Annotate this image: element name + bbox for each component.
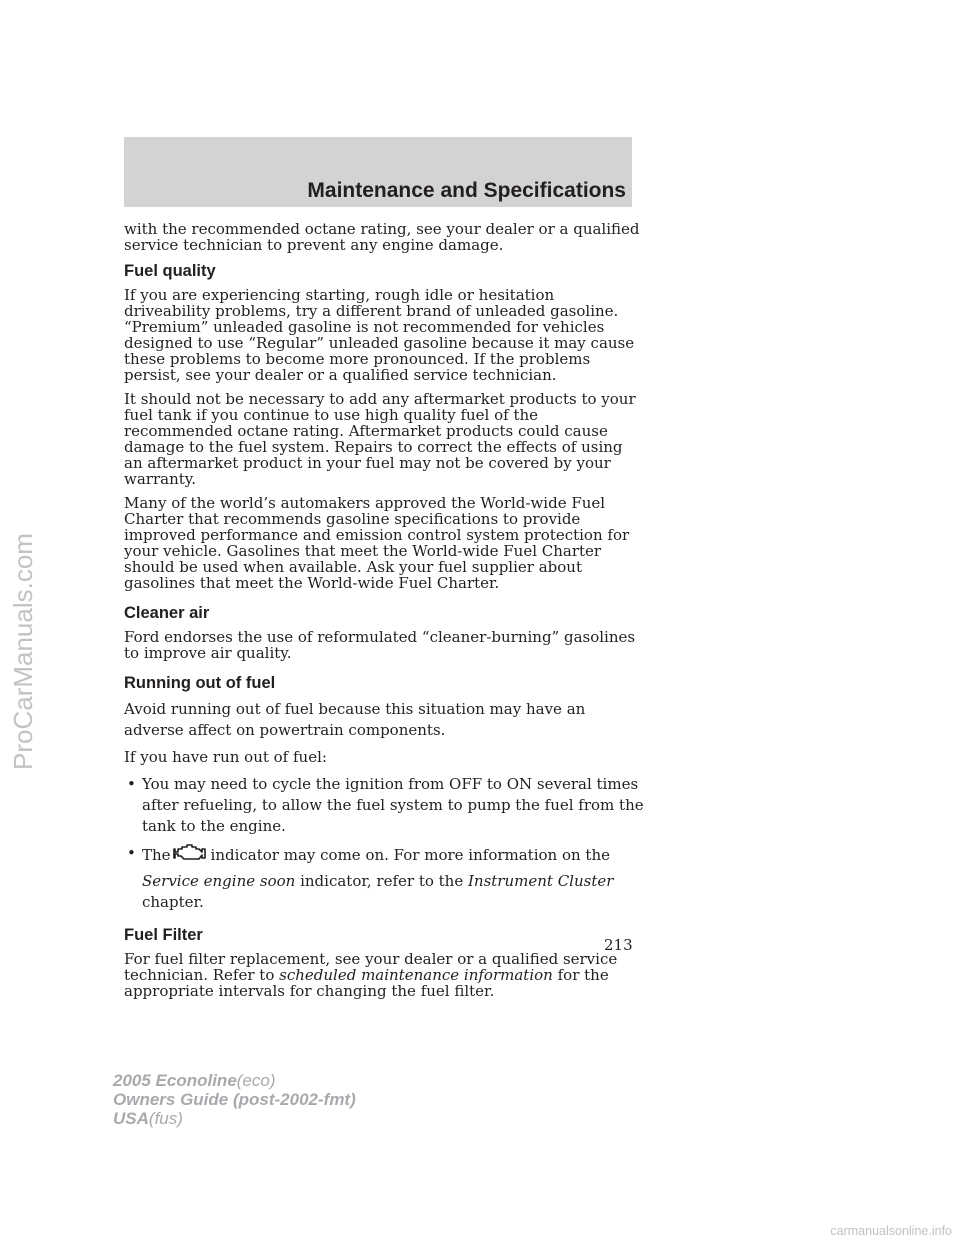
page-content xyxy=(124,221,644,1007)
list-item xyxy=(124,774,644,837)
bullet-text-part: indicator may come on. For more information on the xyxy=(210,846,610,864)
fuel-filter-paragraph xyxy=(124,951,644,999)
watermark: ProCarManuals.com xyxy=(8,533,38,770)
bullet-text: You may need to cycle the ignition from OFF to ON several times after refueling, to allow the fuel system to pump the fuel from the tank to the engine. xyxy=(142,775,644,835)
instrument-cluster-reference: Instrument Cluster xyxy=(468,872,614,890)
fuel-filter-heading: Fuel Filter xyxy=(124,926,203,944)
footer-model: 2005 Econoline xyxy=(113,1071,237,1090)
service-engine-soon-term: Service engine soon xyxy=(142,872,296,890)
fuel-quality-paragraph-2: It should not be necessary to add any aftermarket products to your fuel tank if you continue to use high quality fuel of the recommended octane rating. Aftermarket products could cause damage to the fuel system. Repairs to correct the effects of using an aftermarket product in your fuel may not be covered by your warranty. xyxy=(124,390,636,488)
footer-guide: Owners Guide (post-2002-fmt) xyxy=(113,1090,356,1109)
bullet-text-part: chapter. xyxy=(142,893,204,911)
bullet-marker: • xyxy=(127,844,136,862)
scheduled-maintenance-reference: scheduled maintenance information xyxy=(279,966,553,984)
fuel-filter-text-part: For fuel filter replacement, see your dealer or a qualified service technician. Refer to xyxy=(124,950,618,984)
fuel-filter-text-part: for the appropriate intervals for changing the fuel filter. xyxy=(124,966,609,1000)
section-title: Maintenance and Specifications xyxy=(307,179,626,202)
running-out-paragraph-1: Avoid running out of fuel because this situation may have an adverse affect on powertrain components. xyxy=(124,700,586,739)
fuel-quality-paragraph-1: If you are experiencing starting, rough idle or hesitation driveability problems, try a different brand of unleaded gasoline. “Premium” unleaded gasoline is not recommended for vehicles designed to use “Regular” unleaded gasoline because it may cause these problems to become more pronounced. If the problems persist, see your dealer or a qualified service technician. xyxy=(124,286,635,384)
running-out-section xyxy=(124,673,644,913)
running-out-paragraph-2: If you have run out of fuel: xyxy=(124,748,327,766)
fuel-quality-paragraph-3: Many of the world’s automakers approved the World-wide Fuel Charter that recommends gasoline specifications to provide improved performance and emission control system protection for your vehicle. Gasolines that meet the World-wide Fuel Charter should be used when available. Ask your fuel supplier about gasolines that meet the World-wide Fuel Charter. xyxy=(124,494,630,592)
intro-paragraph: with the recommended octane rating, see your dealer or a qualified service technician to prevent any engine damage. xyxy=(124,220,640,254)
fuel-quality-heading: Fuel quality xyxy=(124,262,216,280)
running-out-heading: Running out of fuel xyxy=(124,674,276,692)
bullet-marker: • xyxy=(127,775,136,793)
footer-model-code: (eco) xyxy=(236,1071,276,1090)
page-number: 213 xyxy=(604,936,633,954)
bullet-text-part: indicator, refer to the xyxy=(300,872,464,890)
document-footer xyxy=(113,1071,356,1128)
section-header-band xyxy=(124,137,632,207)
site-watermark: carmanualsonline.info xyxy=(830,1224,952,1238)
footer-market-code: (fus) xyxy=(148,1109,183,1128)
check-engine-icon xyxy=(173,843,207,871)
list-item xyxy=(124,843,644,913)
footer-market: USA xyxy=(113,1109,149,1128)
cleaner-air-heading: Cleaner air xyxy=(124,604,210,622)
cleaner-air-paragraph: Ford endorses the use of reformulated “cleaner-burning” gasolines to improve air quality. xyxy=(124,628,636,662)
bullet-text-part: The xyxy=(142,846,171,864)
